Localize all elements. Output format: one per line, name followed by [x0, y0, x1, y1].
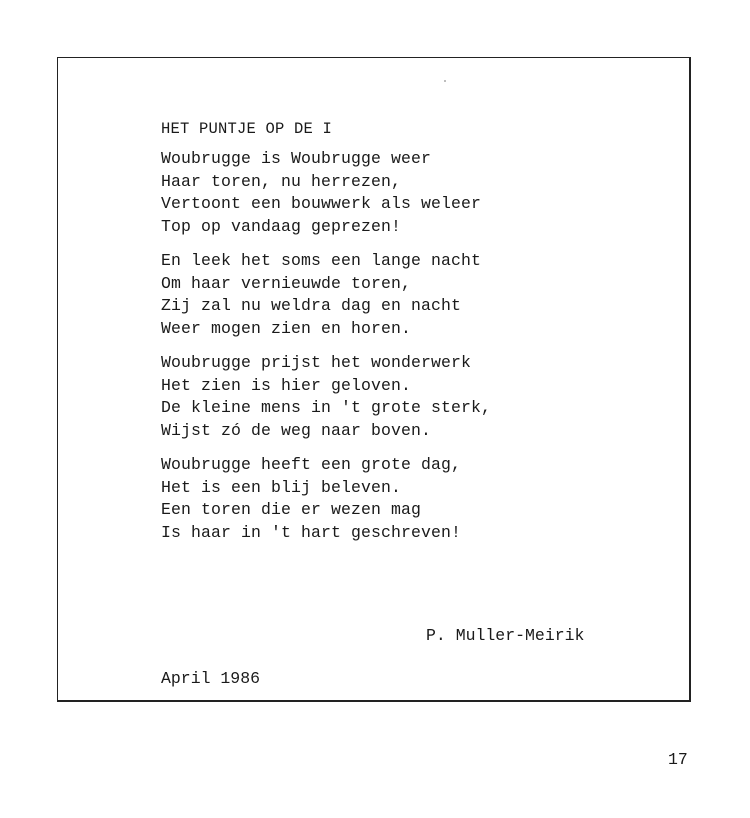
poem-date: April 1986 [161, 669, 261, 688]
poem-line: Het is een blij beleven. [161, 477, 402, 497]
poem-content [161, 118, 661, 688]
poem-line: Haar toren, nu herrezen, [161, 171, 402, 191]
stanza-1 [161, 148, 661, 238]
poem-line: En leek het soms een lange nacht [161, 251, 482, 270]
stanza-4 [161, 454, 661, 544]
stanza-2 [161, 250, 661, 340]
poem-frame [57, 57, 691, 702]
page-number: 17 [668, 750, 688, 769]
poem-line: Wijst zó de weg naar boven. [161, 420, 432, 440]
poem-title: HET PUNTJE OP DE I [161, 120, 333, 138]
poem-line: Het zien is hier geloven. [161, 375, 412, 395]
poem-line: Woubrugge heeft een grote dag, [161, 455, 462, 474]
poem-line: Woubrugge is Woubrugge weer [161, 149, 432, 168]
poem-line: De kleine mens in 't grote sterk, [161, 398, 492, 417]
poem-line: Weer mogen zien en horen. [161, 318, 412, 338]
poem-line: Top op vandaag geprezen! [161, 216, 402, 236]
poem-line: Vertoont een bouwwerk als weleer [161, 194, 482, 213]
poem-line: Zij zal nu weldra dag en nacht [161, 296, 462, 315]
scan-speck [444, 80, 446, 82]
poem-line: Is haar in 't hart geschreven! [161, 522, 462, 542]
poem-line: Woubrugge prijst het wonderwerk [161, 353, 472, 372]
stanza-3 [161, 352, 661, 442]
poem-line: Om haar vernieuwde toren, [161, 273, 412, 293]
poem-line: Een toren die er wezen mag [161, 500, 422, 519]
poem-signature: P. Muller-Meirik [426, 626, 585, 645]
